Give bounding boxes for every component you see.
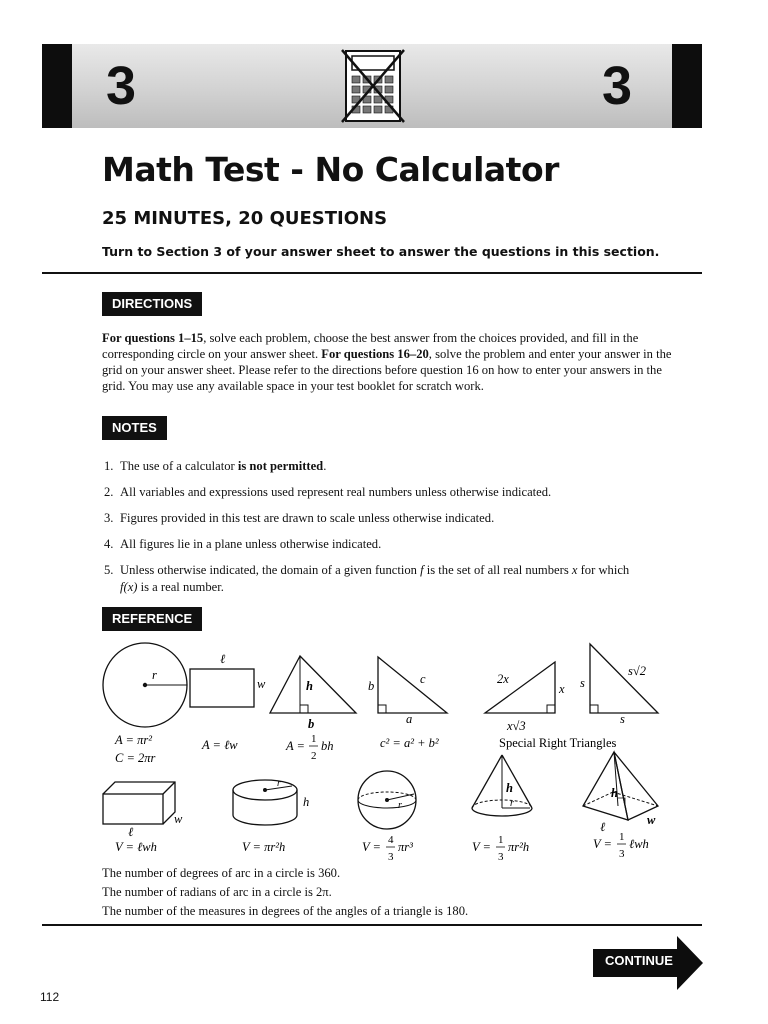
- note-1-text-c: .: [323, 459, 327, 473]
- reference-fact-1: The number of degrees of arc in a circle is 360.: [102, 866, 341, 880]
- reference-fact-2: The number of radians of arc in a circle is 2π.: [102, 885, 332, 899]
- note-4-text: All figures lie in a plane unless otherwise indicated.: [120, 537, 382, 551]
- special-s-root2-label: s√2: [628, 664, 646, 678]
- box-w-label: w: [174, 812, 183, 826]
- note-5-f: f: [420, 563, 424, 577]
- note-5-text-b: is the set of all real numbers: [423, 563, 572, 577]
- directions-label: DIRECTIONS: [102, 292, 202, 316]
- rectangle-l-label: ℓ: [220, 652, 226, 666]
- divider-bottom: [42, 924, 702, 926]
- cylinder-volume-formula: V = πr²h: [242, 840, 286, 854]
- directions-range-1: For questions 1–15: [102, 331, 204, 345]
- cylinder-r-label: r: [277, 778, 281, 789]
- right-triangle-c-label: c: [420, 672, 426, 686]
- pyramid-h-label: h: [611, 786, 618, 800]
- sphere-r-label: r: [398, 800, 402, 811]
- pyramid-volume-a: V =: [593, 837, 612, 851]
- note-5-number: 5.: [104, 563, 114, 577]
- circle-figure: [103, 643, 187, 765]
- directions-text-2: , solve the problem and enter your answer in the grid on your answer sheet. Please refer to the directions before question 16 on how to enter your answers in the grid. You may use any available space in your test booklet for scratch work.: [102, 347, 672, 393]
- page-title: Math Test - No Calculator: [102, 150, 559, 189]
- circle-r-label: r: [152, 668, 157, 682]
- notes-label: NOTES: [102, 416, 167, 440]
- triangle-area-a: A =: [286, 739, 305, 753]
- continue-arrow: [593, 936, 703, 990]
- note-5-x: x: [571, 563, 578, 577]
- note-2-text: All variables and expressions used represent real numbers unless otherwise indicated.: [120, 485, 552, 499]
- triangle-area-den: 2: [311, 750, 317, 762]
- section-number-right: 3: [601, 56, 632, 116]
- section-instruction: Turn to Section 3 of your answer sheet to answer the questions in this section.: [102, 244, 660, 259]
- sphere-volume-a: V =: [362, 840, 381, 854]
- box-volume-formula: V = ℓwh: [115, 840, 157, 854]
- triangle-area-num: 1: [311, 733, 317, 745]
- right-triangle-b-label: b: [368, 679, 375, 693]
- note-5-fx: f(x): [120, 580, 138, 594]
- pyramid-volume-num: 1: [619, 831, 625, 843]
- note-4-number: 4.: [104, 537, 114, 551]
- pyramid-figure: [583, 752, 658, 860]
- special-s-base-label: s: [620, 712, 625, 726]
- pyramid-volume-b: ℓwh: [629, 837, 649, 851]
- cone-volume-a: V =: [472, 840, 491, 854]
- pythagorean-formula: c² = a² + b²: [380, 736, 439, 750]
- right-triangle-a-label: a: [406, 712, 413, 726]
- triangle-area-b: bh: [321, 739, 334, 753]
- cone-volume-den: 3: [498, 851, 504, 863]
- special-2x-label: 2x: [497, 672, 509, 686]
- note-2-number: 2.: [104, 485, 114, 499]
- rectangle-area-formula: A = ℓw: [202, 738, 238, 752]
- rectangle-figure: [190, 652, 266, 752]
- cylinder-figure: [233, 778, 309, 854]
- page-subtitle: 25 MINUTES, 20 QUESTIONS: [102, 208, 388, 229]
- cylinder-h-label: h: [303, 795, 310, 809]
- note-3-text: Figures provided in this test are drawn to scale unless otherwise indicated.: [120, 511, 495, 525]
- special-triangle-45-45-90: [580, 644, 658, 726]
- pyramid-volume-den: 3: [619, 848, 625, 860]
- cone-volume-num: 1: [498, 834, 504, 846]
- directions-text-1: , solve each problem, choose the best answer from the choices provided, and fill in the corresponding circle on your answer sheet.: [102, 331, 639, 361]
- box-figure: [103, 782, 183, 854]
- directions-range-2: For questions 16–20: [321, 347, 429, 361]
- continue-label: CONTINUE: [605, 953, 673, 968]
- special-x-label: x: [559, 682, 565, 696]
- triangle-figure: [270, 656, 356, 762]
- sphere-volume-num: 4: [388, 834, 394, 846]
- triangle-h-label: h: [306, 679, 313, 693]
- cone-figure: [472, 755, 532, 863]
- note-1-text-b: is not permitted: [237, 459, 324, 473]
- special-x-root3-label: x√3: [507, 719, 526, 733]
- page-number: 112: [40, 990, 60, 1004]
- pyramid-w-label: w: [647, 813, 656, 827]
- sphere-figure: [358, 771, 416, 863]
- reference-fact-3: The number of the measures in degrees of the angles of a triangle is 180.: [102, 904, 469, 918]
- note-5-line-2-text: is a real number.: [137, 580, 224, 594]
- right-triangle-figure: [368, 657, 447, 750]
- cone-r-label: r: [510, 798, 514, 809]
- special-triangle-30-60-90: [485, 662, 565, 733]
- note-1-text-a: The use of a calculator: [120, 459, 238, 473]
- special-s-side-label: s: [580, 676, 585, 690]
- cone-volume-b: πr²h: [508, 840, 530, 854]
- circle-area-formula: A = πr²: [115, 733, 152, 747]
- sphere-volume-den: 3: [388, 851, 394, 863]
- note-5-text-c: for which: [577, 563, 630, 577]
- reference-label: REFERENCE: [102, 607, 202, 631]
- pyramid-l-label: ℓ: [600, 820, 606, 834]
- circle-circumference-formula: C = 2πr: [115, 751, 156, 765]
- note-3-number: 3.: [104, 511, 114, 525]
- triangle-b-label: b: [308, 717, 315, 731]
- cone-h-label: h: [506, 781, 513, 795]
- section-number-left: 3: [106, 56, 137, 116]
- rectangle-w-label: w: [257, 677, 266, 691]
- note-5-text-a: Unless otherwise indicated, the domain of a given function: [120, 563, 421, 577]
- sphere-volume-b: πr³: [398, 840, 413, 854]
- box-l-label: ℓ: [128, 825, 134, 839]
- note-1-number: 1.: [104, 459, 114, 473]
- special-right-triangles-caption: Special Right Triangles: [499, 736, 617, 750]
